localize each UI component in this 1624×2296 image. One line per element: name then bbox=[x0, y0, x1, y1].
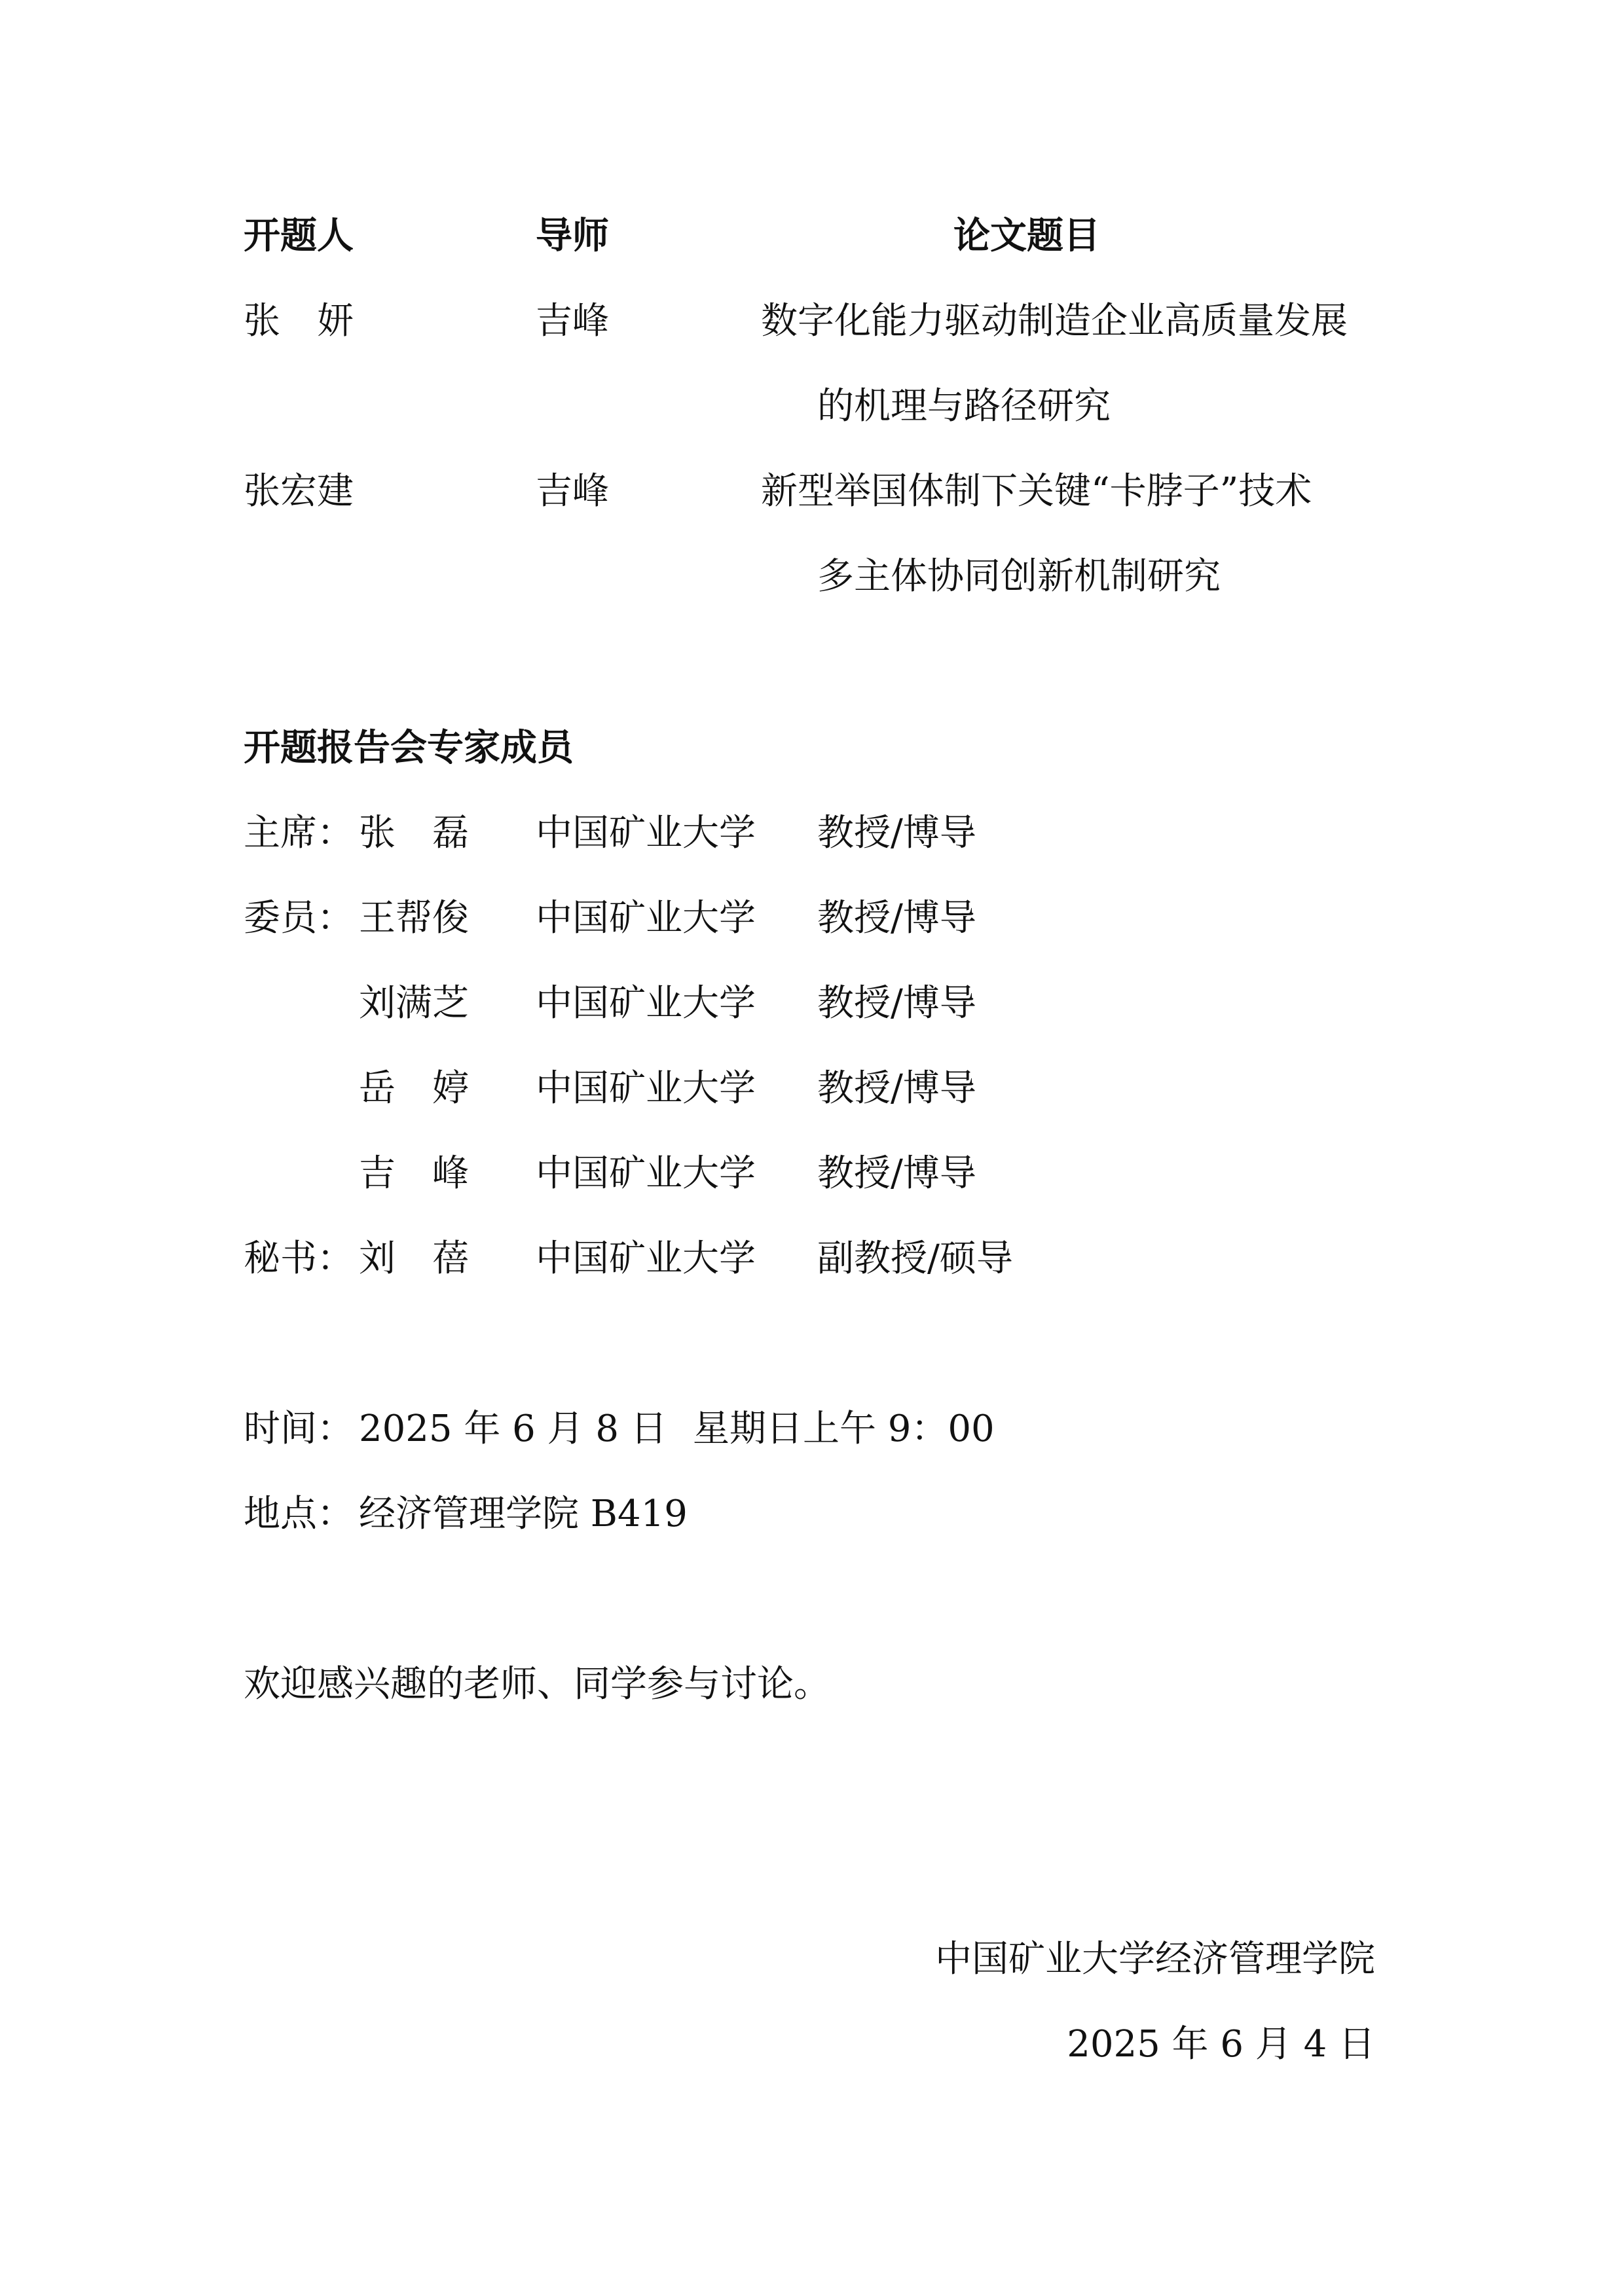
member-org: 中国矿业大学 bbox=[536, 1152, 756, 1195]
header-presenter: 开题人 bbox=[244, 215, 354, 257]
row2-advisor: 吉峰 bbox=[536, 470, 609, 513]
member-org: 中国矿业大学 bbox=[536, 897, 756, 939]
member-name: 刘 蓓 bbox=[359, 1237, 469, 1280]
time-date: 2025 年 6 月 8 日 bbox=[359, 1408, 667, 1450]
member-org: 中国矿业大学 bbox=[536, 982, 756, 1025]
member-position: 教授/博导 bbox=[817, 1067, 976, 1110]
header-title: 论文题目 bbox=[953, 215, 1100, 257]
row1-advisor: 吉峰 bbox=[536, 300, 609, 342]
committee-heading: 开题报告会专家成员 bbox=[244, 727, 574, 769]
member-position: 教授/博导 bbox=[817, 812, 976, 854]
time-label: 时间： bbox=[244, 1408, 354, 1450]
member-name: 吉 峰 bbox=[359, 1152, 469, 1195]
member-name: 张 磊 bbox=[359, 812, 469, 854]
member-role: 秘书： bbox=[244, 1237, 354, 1280]
place-value: 经济管理学院 B419 bbox=[359, 1493, 688, 1535]
header-advisor: 导师 bbox=[536, 215, 609, 257]
member-name: 刘满芝 bbox=[359, 982, 469, 1025]
place-label: 地点： bbox=[244, 1493, 354, 1535]
member-role: 主席： bbox=[244, 812, 354, 854]
member-position: 教授/博导 bbox=[817, 897, 976, 939]
signature-date: 2025 年 6 月 4 日 bbox=[1067, 2023, 1375, 2066]
member-position: 副教授/硕导 bbox=[817, 1237, 1013, 1280]
welcome-text: 欢迎感兴趣的老师、同学参与讨论。 bbox=[244, 1663, 830, 1705]
member-name: 王帮俊 bbox=[359, 897, 469, 939]
time-detail: 星期日上午 9：00 bbox=[693, 1408, 995, 1450]
member-org: 中国矿业大学 bbox=[536, 812, 756, 854]
row1-title-line1: 数字化能力驱动制造企业高质量发展 bbox=[761, 300, 1348, 342]
row2-title-line2: 多主体协同创新机制研究 bbox=[817, 555, 1221, 598]
member-role: 委员： bbox=[244, 897, 354, 939]
row2-title-line1: 新型举国体制下关键“卡脖子”技术 bbox=[761, 470, 1312, 513]
row1-title-line2: 的机理与路径研究 bbox=[817, 385, 1111, 428]
member-org: 中国矿业大学 bbox=[536, 1067, 756, 1110]
signature-org: 中国矿业大学经济管理学院 bbox=[935, 1938, 1375, 1980]
member-position: 教授/博导 bbox=[817, 982, 976, 1025]
member-position: 教授/博导 bbox=[817, 1152, 976, 1195]
member-org: 中国矿业大学 bbox=[536, 1237, 756, 1280]
member-name: 岳 婷 bbox=[359, 1067, 469, 1110]
row2-presenter: 张宏建 bbox=[244, 470, 354, 513]
row1-presenter: 张 妍 bbox=[244, 300, 354, 342]
